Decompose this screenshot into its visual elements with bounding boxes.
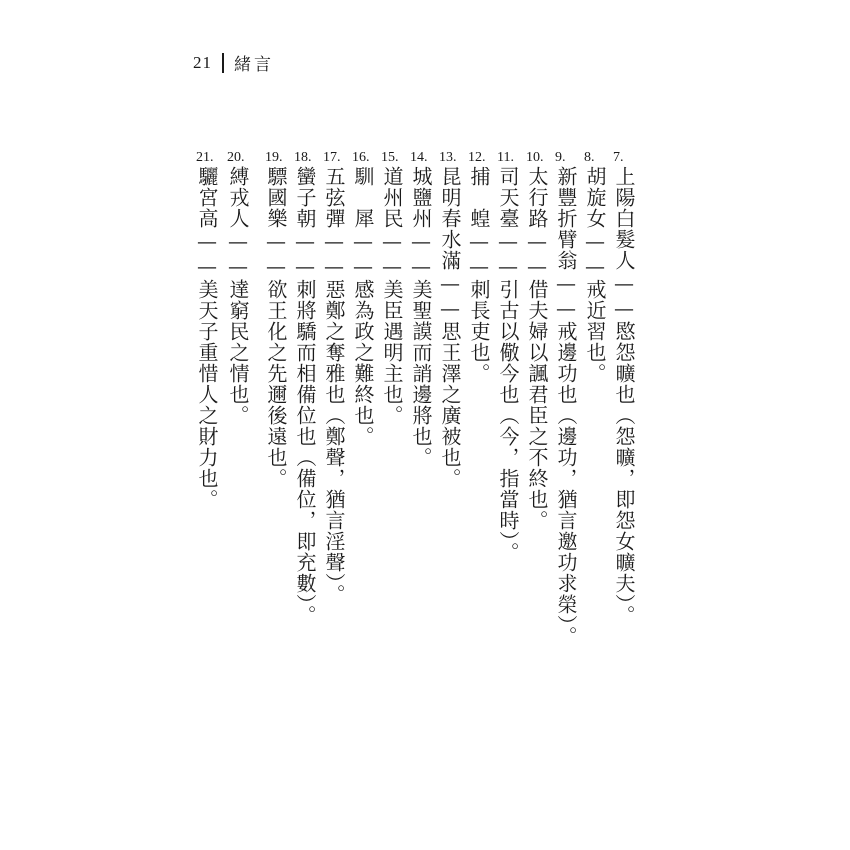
entry-column bbox=[553, 150, 579, 647]
entry-text: 胡旋女——戒近習也。 bbox=[583, 166, 607, 384]
entry-column bbox=[292, 150, 318, 626]
entry-column bbox=[194, 150, 220, 510]
entry-column bbox=[437, 150, 463, 489]
entry-column bbox=[582, 150, 608, 384]
entry-text: 新豐折臂翁——戒邊功也（邊功，猶言邀功求榮）。 bbox=[554, 166, 578, 647]
entry-column bbox=[611, 150, 637, 626]
entry-number: 19. bbox=[265, 150, 283, 165]
entry-column bbox=[524, 150, 550, 531]
entry-column bbox=[466, 150, 492, 384]
entry-column bbox=[263, 150, 289, 489]
entry-text: 昆明春水滿——思王澤之廣被也。 bbox=[438, 166, 462, 489]
entry-column bbox=[225, 150, 251, 426]
entry-number: 15. bbox=[381, 150, 399, 165]
entry-text: 縛戎人——達窮民之情也。 bbox=[226, 166, 250, 426]
entry-text: 蠻子朝——刺將驕而相備位也（備位，即充數）。 bbox=[293, 166, 317, 626]
header-divider bbox=[222, 53, 224, 73]
entry-number: 8. bbox=[584, 150, 595, 165]
section-title: 緒言 bbox=[234, 55, 274, 75]
entry-number: 20. bbox=[227, 150, 245, 165]
entry-column bbox=[495, 150, 521, 563]
entry-number: 7. bbox=[613, 150, 624, 165]
entry-number: 9. bbox=[555, 150, 566, 165]
entry-number: 10. bbox=[526, 150, 544, 165]
entry-number: 11. bbox=[497, 150, 514, 165]
entry-number: 21. bbox=[196, 150, 214, 165]
entry-number: 12. bbox=[468, 150, 486, 165]
entry-text: 五弦彈——惡鄭之奪雅也（鄭聲，猶言淫聲）。 bbox=[322, 166, 346, 605]
running-header bbox=[193, 50, 274, 75]
entry-number: 18. bbox=[294, 150, 312, 165]
entry-text: 太行路——借夫婦以諷君臣之不終也。 bbox=[525, 166, 549, 531]
entry-text: 道州民——美臣遇明主也。 bbox=[380, 166, 404, 426]
entry-number: 14. bbox=[410, 150, 428, 165]
entry-number: 13. bbox=[439, 150, 457, 165]
entry-text: 上陽白髮人——愍怨曠也（怨曠，即怨女曠夫）。 bbox=[612, 166, 636, 626]
entry-column bbox=[408, 150, 434, 468]
entry-text: 驪宮高——美天子重惜人之財力也。 bbox=[195, 166, 219, 510]
entry-text: 司天臺——引古以儆今也（今，指當時）。 bbox=[496, 166, 520, 563]
entry-column bbox=[350, 150, 376, 447]
entry-text: 捕 蝗——刺長吏也。 bbox=[467, 166, 491, 384]
entry-text: 城鹽州——美聖謨而誚邊將也。 bbox=[409, 166, 433, 468]
entry-number: 17. bbox=[323, 150, 341, 165]
entry-number: 16. bbox=[352, 150, 370, 165]
entry-text: 馴 犀——感為政之難終也。 bbox=[351, 166, 375, 447]
page-number: 21 bbox=[193, 52, 212, 72]
entry-text: 驃國樂——欲王化之先邇後遠也。 bbox=[264, 166, 288, 489]
entry-column bbox=[321, 150, 347, 605]
entry-column bbox=[379, 150, 405, 426]
